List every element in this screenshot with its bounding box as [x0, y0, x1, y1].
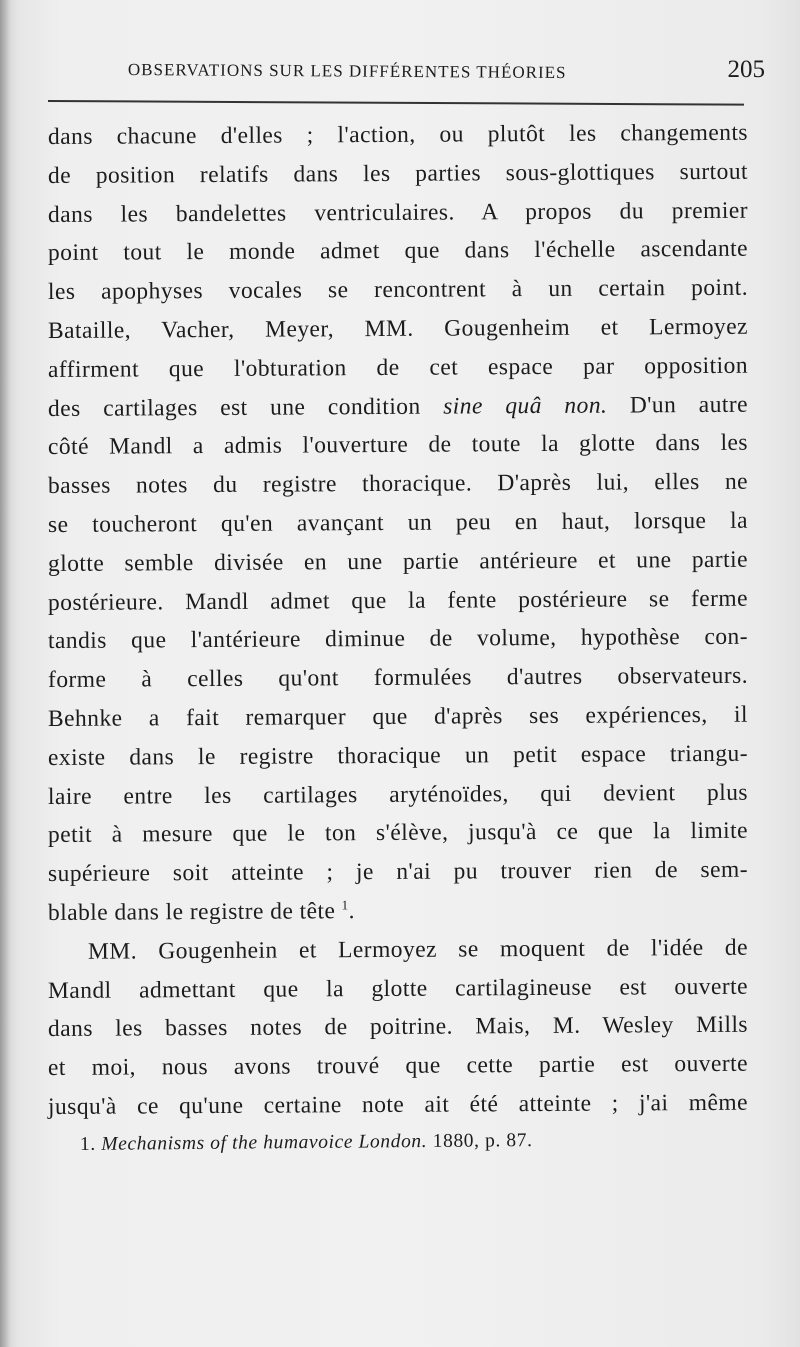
- text-line: [48, 890, 748, 933]
- text-segment: des cartilages est une condition: [47, 393, 421, 422]
- footnote-title-tail: voice London.: [308, 1130, 428, 1154]
- text-line: existe dans le registre thoracique un petit espace triangu-: [47, 740, 749, 771]
- body-text: [48, 118, 748, 1127]
- text-line: petit à mesure que le ton s'élève, jusqu'à ce que la limite: [47, 818, 749, 849]
- text-line: MM. Gougenhein et Lermoyez se moquent de l'idée de: [87, 934, 749, 965]
- text-line: supérieure soit atteinte ; je n'ai pu trouver rien de sem-: [47, 856, 749, 888]
- text-line: de position relatifs dans les parties sous-glottiques surtout: [47, 158, 749, 189]
- text-line: [48, 385, 748, 428]
- text-line: les apophyses vocales se rencontrent à un certain point.: [47, 274, 749, 306]
- text-line: affirment que l'obturation de cet espace par opposition: [47, 352, 749, 383]
- text-segment: blable dans le registre de tête: [47, 898, 336, 926]
- text-line: Bataille, Vacher, Meyer, MM. Gougenheim et Lermoyez: [47, 313, 749, 344]
- text-line: forme à celles qu'ont formulées d'autres observateurs.: [47, 662, 749, 694]
- text-line: basses notes du registre thoracique. D'après lui, elles ne: [47, 468, 749, 500]
- text-line: tandis que l'antérieure diminue de volume, hypothèse con-: [47, 624, 749, 655]
- footnote-number: 1.: [79, 1133, 96, 1155]
- page-edge: [0, 0, 10, 1347]
- header-rule: [48, 100, 744, 106]
- text-segment: .: [348, 898, 356, 925]
- text-line: dans les basses notes de poitrine. Mais, M. Wesley Mills: [47, 1012, 749, 1043]
- running-head: OBSERVATIONS SUR LES DIFFÉRENTES THÉORIES: [127, 60, 567, 83]
- footnote-details: 1880, p. 87.: [432, 1130, 533, 1152]
- text-line: et moi, nous avons trouvé que cette partie est ouverte: [47, 1050, 749, 1082]
- latin-phrase: sine quâ non.: [443, 392, 608, 420]
- text-segment: D'un autre: [629, 391, 749, 419]
- text-line: postérieure. Mandl admet que la fente postérieure se ferme: [47, 585, 749, 616]
- text-line: jusqu'à ce qu'une certaine note ait été atteinte ; j'ai même: [47, 1089, 749, 1120]
- page-number: 205: [727, 56, 765, 83]
- footnote: [80, 1128, 720, 1156]
- text-line: se toucheront qu'en avançant un peu en haut, lorsque la: [47, 507, 749, 538]
- text-line: point tout le monde admet que dans l'échelle ascendante: [47, 236, 749, 267]
- text-line: Behnke a fait remarquer que d'après ses expériences, il: [47, 701, 749, 732]
- page-header: [128, 52, 768, 92]
- text-line: glotte semble divisée en une partie antérieure et une partie: [47, 546, 749, 577]
- footnote-title: Mechanisms of the huma: [101, 1132, 310, 1155]
- text-line: laire entre les cartilages aryténoïdes, qui devient plus: [47, 779, 749, 810]
- text-line: dans chacune d'elles ; l'action, ou plutôt les changements: [47, 119, 749, 150]
- footnote-ref: 1: [341, 897, 349, 913]
- text-line: dans les bandelettes ventriculaires. A propos du premier: [47, 197, 749, 228]
- text-line: côté Mandl a admis l'ouverture de toute la glotte dans les: [47, 430, 749, 461]
- text-line: Mandl admettant que la glotte cartilagineuse est ouverte: [47, 973, 749, 1004]
